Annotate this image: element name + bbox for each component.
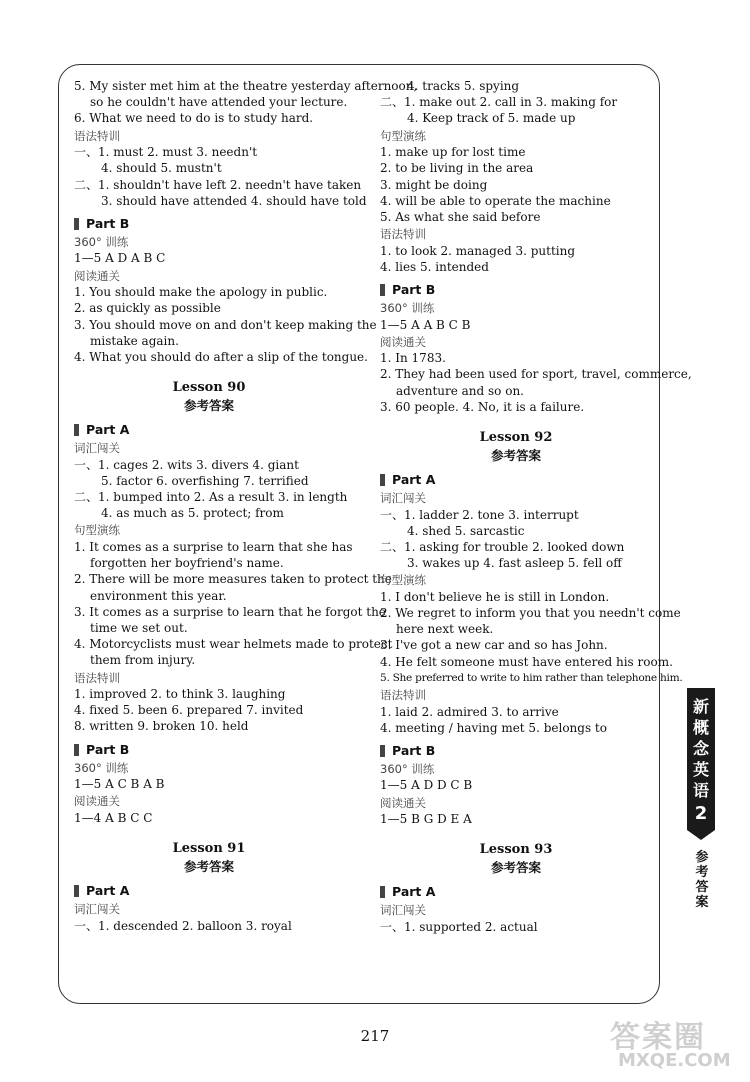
answer-line: 5. As what she said before [380,209,541,224]
side-label: 参 考 答 案 [695,850,709,910]
answer-line: 3. It comes as a surprise to learn that he forgot the [74,604,386,619]
part-heading: Part B [380,281,652,299]
answer-line: 一、1. supported 2. actual [380,919,538,934]
answer-line: 4. lies 5. intended [380,259,489,274]
answer-line: so he couldn't have attended your lecture. [90,95,348,110]
answer-line: 3. I've got a new car and so has John. [380,638,608,653]
answer-line: 1. You should make the apology in public. [74,285,328,300]
answer-line: 一、1. must 2. must 3. needn't [74,145,258,160]
answer-line: 3. should have attended 4. should have told [101,193,367,208]
side-tab-char: 语 [692,781,709,800]
lesson-title: Lesson 90 [172,380,246,396]
answer-line: 4. should 5. mustn't [101,161,222,176]
part-heading: Part A [380,471,652,489]
answer-line: here next week. [396,622,494,637]
answer-line: 2. to be living in the area [380,161,534,176]
lesson-title: Lesson 92 [479,430,553,446]
section-marker [380,745,385,757]
book-side-tab [687,688,715,830]
answers-heading: 参考答案 [490,860,541,876]
side-tab-number: 2 [694,803,708,824]
watermark-url: MXQE.COM [618,1050,731,1071]
answer-line: 1. laid 2. admired 3. to arrive [380,704,559,719]
section-marker [380,886,385,898]
section-label: 阅读通关 [74,794,120,809]
part-heading: Part A [74,882,344,900]
answer-line: 3. might be doing [380,177,488,192]
section-label: 阅读通关 [74,268,120,283]
side-tab-char: 新 [692,697,709,716]
answer-line: them from injury. [90,653,196,668]
page-number: 217 [360,1027,390,1045]
section-label: 词汇闯关 [380,903,426,918]
answer-line: 4. fixed 5. been 6. prepared 7. invited [74,703,304,718]
part-heading: Part A [380,883,652,901]
part-heading: Part B [74,741,344,759]
answers-heading: 参考答案 [183,859,234,875]
answer-line: 4. shed 5. sarcastic [407,523,525,538]
answer-line: environment this year. [90,588,227,603]
answer-line: 3. 60 people. 4. No, it is a failure. [380,399,585,414]
section-label: 句型演练 [380,573,426,588]
side-tab-char: 概 [692,718,709,737]
section-label: 阅读通关 [380,334,426,349]
answer-line: adventure and so on. [396,383,524,398]
section-label: 语法特训 [380,227,426,242]
answer-line: 4. What you should do after a slip of the tongue. [74,349,368,364]
answer-line: 一、1. descended 2. balloon 3. royal [74,918,292,933]
answer-line: 1. make up for lost time [380,145,526,160]
section-marker [380,474,385,486]
section-label: 360° 训练 [74,234,129,249]
answer-line: 2. We regret to inform you that you needn't come [380,606,681,621]
answer-line: 4. meeting / having met 5. belongs to [380,720,607,735]
section-label: 句型演练 [380,128,426,143]
part-heading: Part B [74,215,344,233]
section-label: 阅读通关 [380,795,426,810]
lesson-title: Lesson 91 [172,841,246,857]
right-column [380,78,692,935]
answer-line: 二、1. shouldn't have left 2. needn't have taken [74,177,362,192]
answer-line: 一、1. cages 2. wits 3. divers 4. giant [74,457,299,472]
section-label: 语法特训 [74,128,120,143]
answer-line: 1—5 A A B C B [380,317,471,332]
section-label: 360° 训练 [380,761,435,776]
answer-line: 4. Keep track of 5. made up [407,111,576,126]
answer-line: forgotten her boyfriend's name. [90,556,284,571]
answer-line: 1. It comes as a surprise to learn that she has [74,539,353,554]
lesson-title: Lesson 93 [479,842,553,858]
answer-line: mistake again. [90,333,179,348]
side-tab-arrow [687,830,715,840]
answer-line: 2. They had been used for sport, travel, commerce, [380,367,692,382]
answer-line: 6. What we need to do is to study hard. [74,111,314,126]
side-tab-char: 念 [692,739,709,758]
answer-line: 4. as much as 5. protect; from [101,506,284,521]
answers-heading: 参考答案 [490,448,541,464]
answer-line: 1—5 A D D C B [380,778,473,793]
part-heading: Part B [380,742,652,760]
answer-line: 5. factor 6. overfishing 7. terrified [101,473,309,488]
answer-line: 4. will be able to operate the machine [380,193,611,208]
answer-line: 二、1. make out 2. call in 3. making for [380,95,618,110]
section-label: 语法特训 [380,688,426,703]
answer-line: 二、1. asking for trouble 2. looked down [380,539,625,554]
answer-line: time we set out. [90,620,188,635]
section-label: 句型演练 [74,523,120,538]
section-marker [74,424,79,436]
section-label: 词汇闯关 [74,441,120,456]
answer-line: 1. In 1783. [380,351,446,366]
answer-line: 1—4 A B C C [74,810,153,825]
answer-line: 1. I don't believe he is still in London. [380,589,610,604]
answer-line: 4. Motorcyclists must wear helmets made to protect [74,637,393,652]
answer-line: 3. You should move on and don't keep making the [74,317,377,332]
part-heading: Part A [74,421,344,439]
section-label: 语法特训 [74,670,120,685]
section-marker [380,284,385,296]
section-label: 360° 训练 [380,301,435,316]
answer-line: 5. My sister met him at the theatre yesterday afternoon, [74,79,418,93]
section-label: 360° 训练 [74,760,129,775]
answer-line: 1—5 B G D E A [380,812,472,827]
answer-line: 1—5 A C B A B [74,777,165,792]
answer-line: 4. tracks 5. spying [407,79,520,93]
answer-line: 2. as quickly as possible [74,301,221,316]
answer-line: 1. to look 2. managed 3. putting [380,243,576,258]
section-marker [74,744,79,756]
answer-line: 3. wakes up 4. fast asleep 5. fell off [407,556,622,571]
watermark-logo: 答案圈 [610,1020,706,1055]
section-marker [74,218,79,230]
section-label: 词汇闯关 [380,491,426,506]
answers-heading: 参考答案 [183,398,234,414]
answer-line: 一、1. ladder 2. tone 3. interrupt [380,507,579,522]
answer-line: 二、1. bumped into 2. As a result 3. in length [74,490,348,505]
answer-line: 1. improved 2. to think 3. laughing [74,687,286,702]
side-tab-char: 英 [692,760,709,779]
answer-line: 1—5 A D A B C [74,251,166,266]
answer-line: 8. written 9. broken 10. held [74,719,249,734]
section-label: 词汇闯关 [74,902,120,917]
answer-line: 2. There will be more measures taken to protect the [74,572,392,587]
section-marker [74,885,79,897]
answer-line: 4. He felt someone must have entered his room. [380,654,673,669]
answer-line: 5. She preferred to write to him rather than telephone him. [380,671,683,684]
